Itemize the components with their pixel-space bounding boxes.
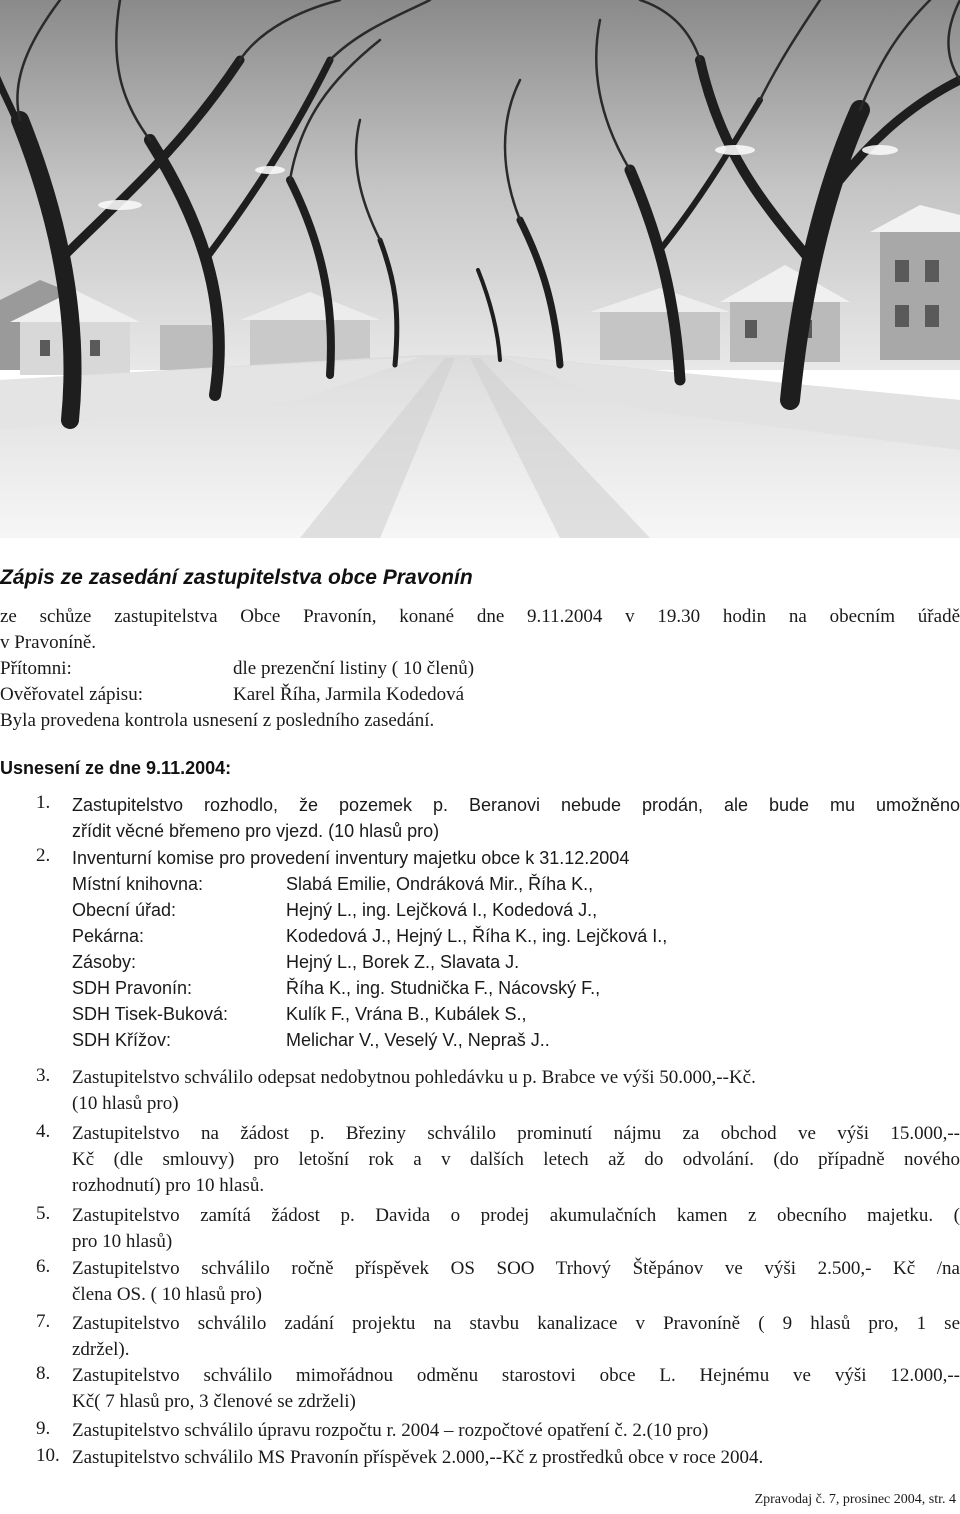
list-item (72, 1256, 960, 1308)
inventory-label: Obecní úřad: (72, 900, 177, 920)
inventory-values (286, 871, 667, 1053)
inventory-label: Místní knihovna: (72, 874, 204, 894)
list-item (72, 1418, 960, 1444)
item-number: 4. (36, 1121, 51, 1142)
resolution-heading: Usnesení ze dne 9.11.2004: (0, 758, 232, 778)
item-line: Zastupitelstvo na žádost p. Březiny schválilo prominutí nájmu za obchod ve výši 15.000,-- (72, 1123, 960, 1144)
item-line: Zastupitelstvo schválilo úpravu rozpočtu r. 2004 – rozpočtové opatření č. 2.(10 pro) (72, 1420, 709, 1441)
intro-line-2: v Pravoníně. (0, 632, 97, 653)
item-line: rozhodnutí) pro 10 hlasů. (72, 1175, 265, 1196)
inventory-value: Kodedová J., Hejný L., Říha K., ing. Lejčková I., (286, 926, 668, 946)
inventory-label: Zásoby: (72, 952, 137, 972)
inventory-label: SDH Tisek-Buková: (72, 1004, 229, 1024)
inventory-value: Říha K., ing. Studnička F., Nácovský F., (286, 978, 601, 998)
item-line: Kč (dle smlouvy) pro letošní rok a v dalších letech až do odvolání. (do případně nového (72, 1149, 960, 1170)
present-value: dle prezenční listiny ( 10 členů) (233, 658, 475, 679)
item-line: pro 10 hlasů) (72, 1231, 173, 1252)
item-number: 2. (36, 845, 51, 866)
inventory-value: Melichar V., Veselý V., Nepraš J.. (286, 1030, 550, 1050)
item-line: Zastupitelstvo schválilo MS Pravonín příspěvek 2.000,--Kč z prostředků obce v roce 2004. (72, 1447, 764, 1468)
item-line: zdržel). (72, 1339, 130, 1360)
inventory-labels (72, 871, 228, 1053)
item-line: Zastupitelstvo schválilo odepsat nedobytnou pohledávku u p. Brabce ve výši 50.000,--Kč. (72, 1067, 756, 1088)
list-item (72, 1311, 960, 1363)
item-line: zřídit věcné břemeno pro vjezd. (10 hlasů pro) (72, 821, 440, 841)
intro-line-1: ze schůze zastupitelstva Obce Pravonín, konané dne 9.11.2004 v 19.30 hodin na obecním úřadě (0, 606, 960, 627)
inventory-value: Kulík F., Vrána B., Kubálek S., (286, 1004, 527, 1024)
inventory-label: SDH Pravonín: (72, 978, 193, 998)
inventory-label: SDH Křížov: (72, 1030, 172, 1050)
control-statement: Byla provedena kontrola usnesení z posledního zasedání. (0, 710, 435, 731)
item-number: 3. (36, 1065, 51, 1086)
list-item (72, 1445, 960, 1471)
list-item (72, 1203, 960, 1255)
verifier-value: Karel Říha, Jarmila Kodedová (233, 684, 465, 705)
list-item (72, 1065, 960, 1117)
item-line: (10 hlasů pro) (72, 1093, 179, 1114)
list-item (72, 1363, 960, 1415)
verifier-label: Ověřovatel zápisu: (0, 684, 143, 705)
item-number: 9. (36, 1418, 51, 1439)
item-line: člena OS. ( 10 hlasů pro) (72, 1284, 262, 1305)
item-number: 6. (36, 1256, 51, 1277)
item-line: Zastupitelstvo schválilo ročně příspěvek OS SOO Trhový Štěpánov ve výši 2.500,- Kč /na (72, 1258, 960, 1279)
item-number: 10. (36, 1445, 60, 1466)
list-item (72, 845, 960, 871)
item-line: Zastupitelstvo rozhodlo, že pozemek p. Beranovi nebude prodán, ale bude mu umožněno (72, 795, 960, 815)
inventory-value: Slabá Emilie, Ondráková Mir., Říha K., (286, 874, 594, 894)
inventory-value: Hejný L., ing. Lejčková I., Kodedová J., (286, 900, 598, 920)
item-line: Zastupitelstvo schválilo zadání projektu na stavbu kanalizace v Pravoníně ( 9 hlasů pro, 1 se (72, 1313, 960, 1334)
list-item (72, 1121, 960, 1199)
page-title: Zápis ze zasedání zastupitelstva obce Pravonín (0, 566, 473, 589)
present-label: Přítomni: (0, 658, 72, 679)
inventory-value: Hejný L., Borek Z., Slavata J. (286, 952, 520, 972)
item-line: Inventurní komise pro provedení inventury majetku obce k 31.12.2004 (72, 848, 630, 868)
item-number: 8. (36, 1363, 51, 1384)
item-line: Kč( 7 hlasů pro, 3 členové se zdrželi) (72, 1391, 356, 1412)
inventory-label: Pekárna: (72, 926, 145, 946)
list-item (72, 792, 960, 844)
item-number: 1. (36, 792, 51, 813)
item-line: Zastupitelstvo schválilo mimořádnou odměnu starostovi obce L. Hejnému ve výši 12.000,-- (72, 1365, 960, 1386)
item-line: Zastupitelstvo zamítá žádost p. Davida o prodej akumulačních kamen z obecního majetku. ( (72, 1205, 960, 1226)
page-footer: Zpravodaj č. 7, prosinec 2004, str. 4 (754, 1492, 956, 1507)
item-number: 5. (36, 1203, 51, 1224)
item-number: 7. (36, 1311, 51, 1332)
